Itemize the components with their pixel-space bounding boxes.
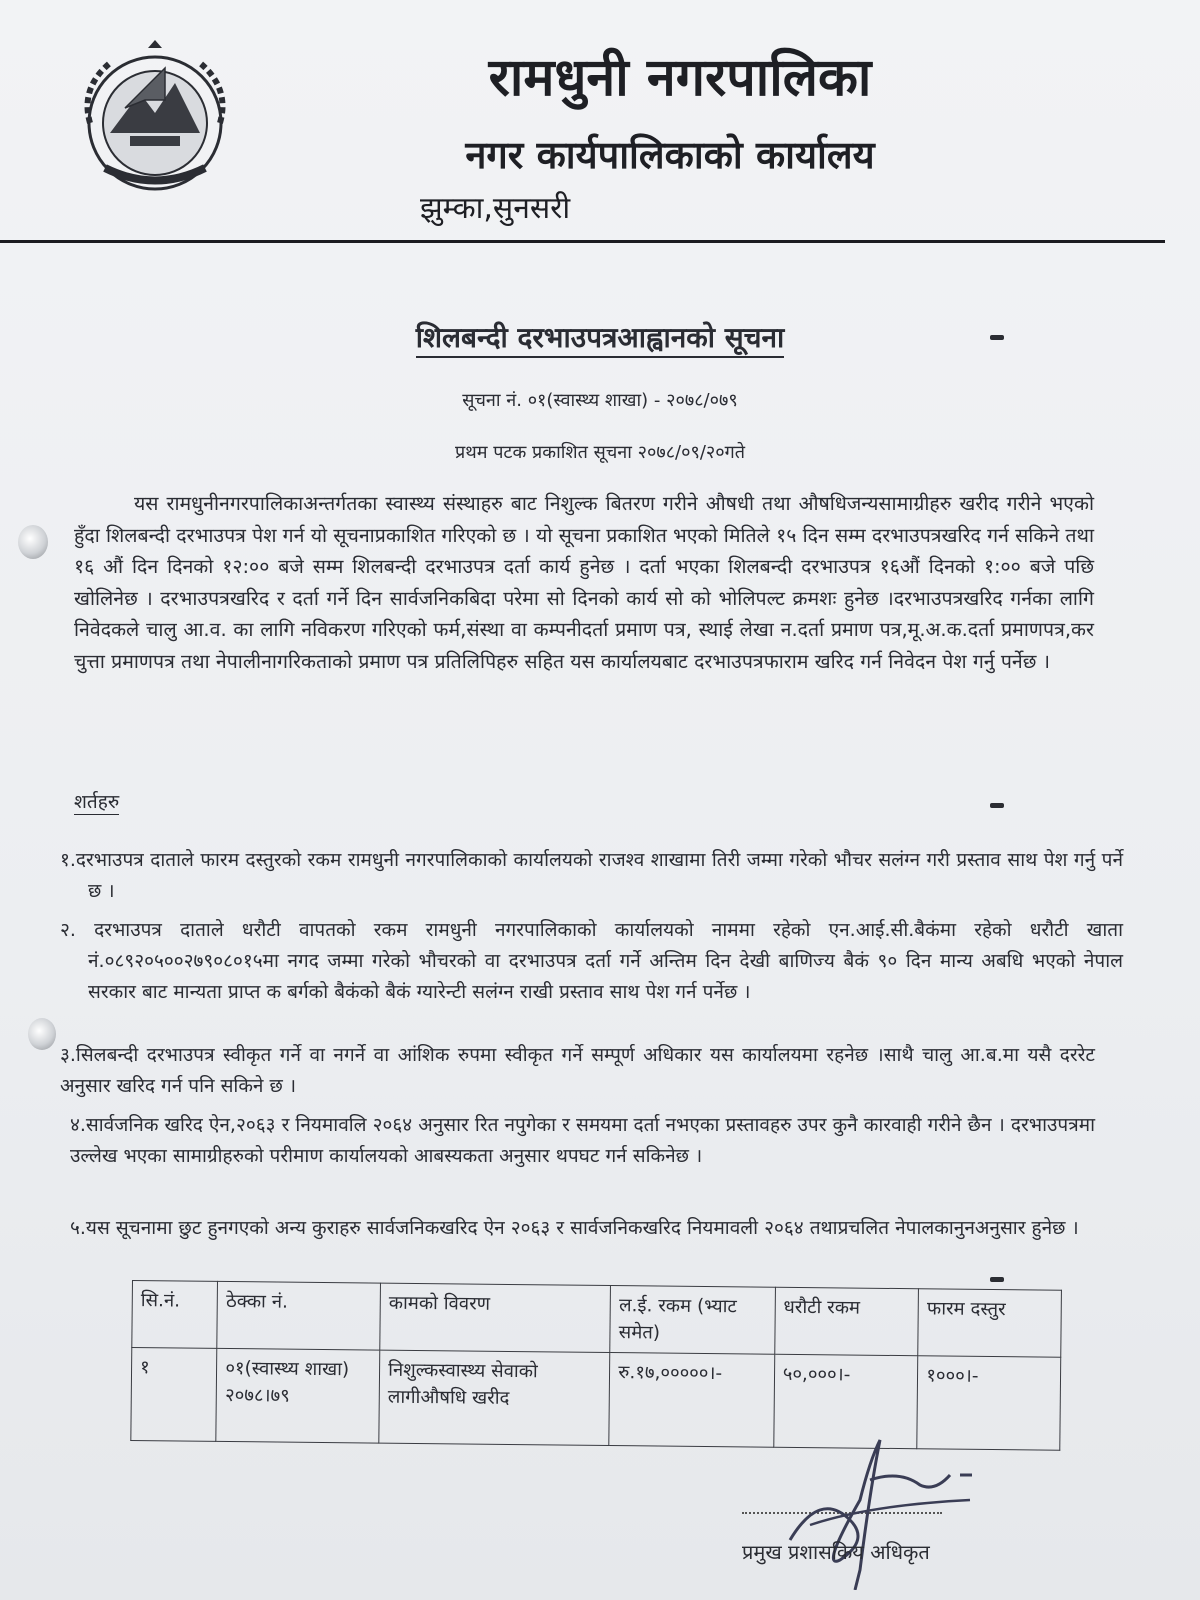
- condition-item-5: ५.यस सूचनामा छुट हुनगएको अन्य कुराहरु सार्वजनिकखरिद ऐन २०६३ र सार्वजनिकखरिद नियमावली २०६४ तथाप्रचलित नेपालकानुनअनुसार हुनेछ ।: [70, 1217, 1079, 1239]
- condition-item-2: २. दरभाउपत्र दाताले धरौटी वापतको रकम रामधुनी नगरपालिकाको कार्यालयको नाममा रहेको एन.आई.सी.बैकंमा रहेको धरौटी खाता नं.०८९२०५००२७९०८०१५मा नगद जम्मा गरेको भौचरको वा दरभाउपत्र दर्ता गर्ने अन्तिम दिन देखी बाणिज्य बैकं ९० दिन मान्य अबधि भएको नेपाल सरकार बाट मान्यता प्राप्त क बर्गको बैकंको बैकं ग्यारेन्टी सलंग्न राखी प्रस्ताव साथ पेश गर्न पर्नेछ ।: [60, 919, 1123, 1003]
- cell-serial-no: १: [131, 1348, 217, 1442]
- header-deposit-amount: धरौटी रकम: [774, 1287, 918, 1355]
- cell-form-fee: १०००।-: [917, 1356, 1061, 1450]
- scan-mark: [990, 335, 1004, 340]
- condition-item-4: ४.सार्वजनिक खरिद ऐन,२०६३ र नियमावलि २०६४ अनुसार रित नपुगेका र समयमा दर्ता नभएका प्रस्तावहरु उपर कुनै कारवाही गरीने छैन । दरभाउपत्रमा उल्लेख भएका सामाग्रीहरुको परीमाण कार्यालयको आबस्यकता अनुसार थपघट गर्न सकिनेछ ।: [70, 1114, 1095, 1167]
- punch-hole-bottom: [28, 1018, 56, 1050]
- header-serial-no: सि.नं.: [132, 1281, 218, 1349]
- first-published-date: प्रथम पटक प्रकाशित सूचना २०७८/०९/२०गते: [454, 442, 746, 463]
- office-name: नगर कार्यपालिकाको कार्यालय: [465, 133, 875, 177]
- notice-body: यस रामधुनीनगरपालिकाअन्तर्गतका स्वास्थ्य संस्थाहरु बाट निशुल्क बितरण गरीने औषधी तथा औषधिजन्यसामाग्रीहरु खरीद गरीने भएको हुँदा शिलबन्दी दरभाउपत्र पेश गर्न यो सूचनाप्रकाशित गरिएको छ । यो सूचना प्रकाशित भएको मितिले १५ दिन सम्म दरभाउपत्रखरिद गर्न सकिने तथा १६ औं दिन दिनको १२:०० बजे सम्म शिलबन्दी दरभाउपत्र दर्ता कार्य हुनेछ । दर्ता भएका शिलबन्दी दरभाउपत्र १६औं दिनको १:०० बजे पछि खोलिनेछ । दरभाउपत्रखरिद र दर्ता गर्ने दिन सार्वजनिकबिदा परेमा सो दिनको कार्य सो को भोलिपल्ट क्रमशः हुनेछ ।दरभाउपत्रखरिद गर्नका लागि निवेदकले चालु आ.व. का लागि नविकरण गरिएको फर्म,संस्था वा कम्पनीदर्ता प्रमाण पत्र, स्थाई लेखा न.दर्ता प्रमाण पत्र,मू.अ.क.दर्ता प्रमाणपत्र,कर चुत्ता प्रमाणपत्र तथा नेपालीनागरिकताको प्रमाण पत्र प्रतिलिपिहरु सहित यस कार्यालयबाट दरभाउपत्रफाराम खरिद गर्न निवेदन पेश गर्नु पर्नेछ ।: [74, 492, 1094, 673]
- signatory-title: प्रमुख प्रशासकिय अधिकृत: [742, 1540, 930, 1564]
- condition-item-3: ३.सिलबन्दी दरभाउपत्र स्वीकृत गर्ने वा नगर्ने वा आंशिक रुपमा स्वीकृत गर्ने सम्पूर्ण अधिकार यस कार्यालयमा रहनेछ ।साथै चालु आ.ब.मा यसै दररेट अनुसार खरिद गर्न पनि सकिने छ ।: [60, 1044, 1095, 1097]
- table-header-row: [132, 1281, 1062, 1358]
- scan-mark: [990, 803, 1004, 808]
- punch-hole-top: [18, 525, 48, 559]
- cell-contract-no: ०१(स्वास्थ्य शाखा) २०७८।७९: [216, 1348, 380, 1443]
- scan-mark: [990, 1277, 1004, 1282]
- header-divider: [0, 240, 1165, 243]
- cell-work-description: निशुल्कस्वास्थ्य सेवाको लागीऔषधि खरीद: [379, 1350, 610, 1445]
- conditions-heading: शर्तहरु: [74, 788, 119, 815]
- condition-item-1: १.दरभाउपत्र दाताले फारम दस्तुरको रकम रामधुनी नगरपालिकाको कार्यालयको राजश्व शाखामा तिरी जम्मा गरेको भौचर सलंग्न गरी प्रस्ताव साथ पेश गर्नु पर्ने छ ।: [60, 849, 1123, 902]
- header-form-fee: फारम दस्तुर: [918, 1289, 1061, 1357]
- municipality-name: रामधुनी नगरपालिका: [488, 48, 872, 108]
- notice-title: शिलबन्दी दरभाउपत्रआह्वानको सूचना: [0, 318, 1200, 356]
- header-work-description: कामको विवरण: [380, 1283, 611, 1352]
- cell-deposit-amount: ५०,०००।-: [773, 1354, 918, 1448]
- handwritten-signature: [720, 1430, 1000, 1590]
- cell-estimated-amount: रु.१७,०००००।-: [609, 1353, 774, 1448]
- notice-number: सूचना नं. ०१(स्वास्थ्य शाखा) - २०७८/०७९: [462, 390, 738, 411]
- header-estimated-amount: ल.ई. रकम (भ्याट समेत): [610, 1286, 775, 1355]
- header-contract-no: ठेक्का नं.: [217, 1281, 380, 1350]
- tender-table: [130, 1280, 1062, 1451]
- office-location: झुम्का,सुनसरी: [420, 191, 571, 226]
